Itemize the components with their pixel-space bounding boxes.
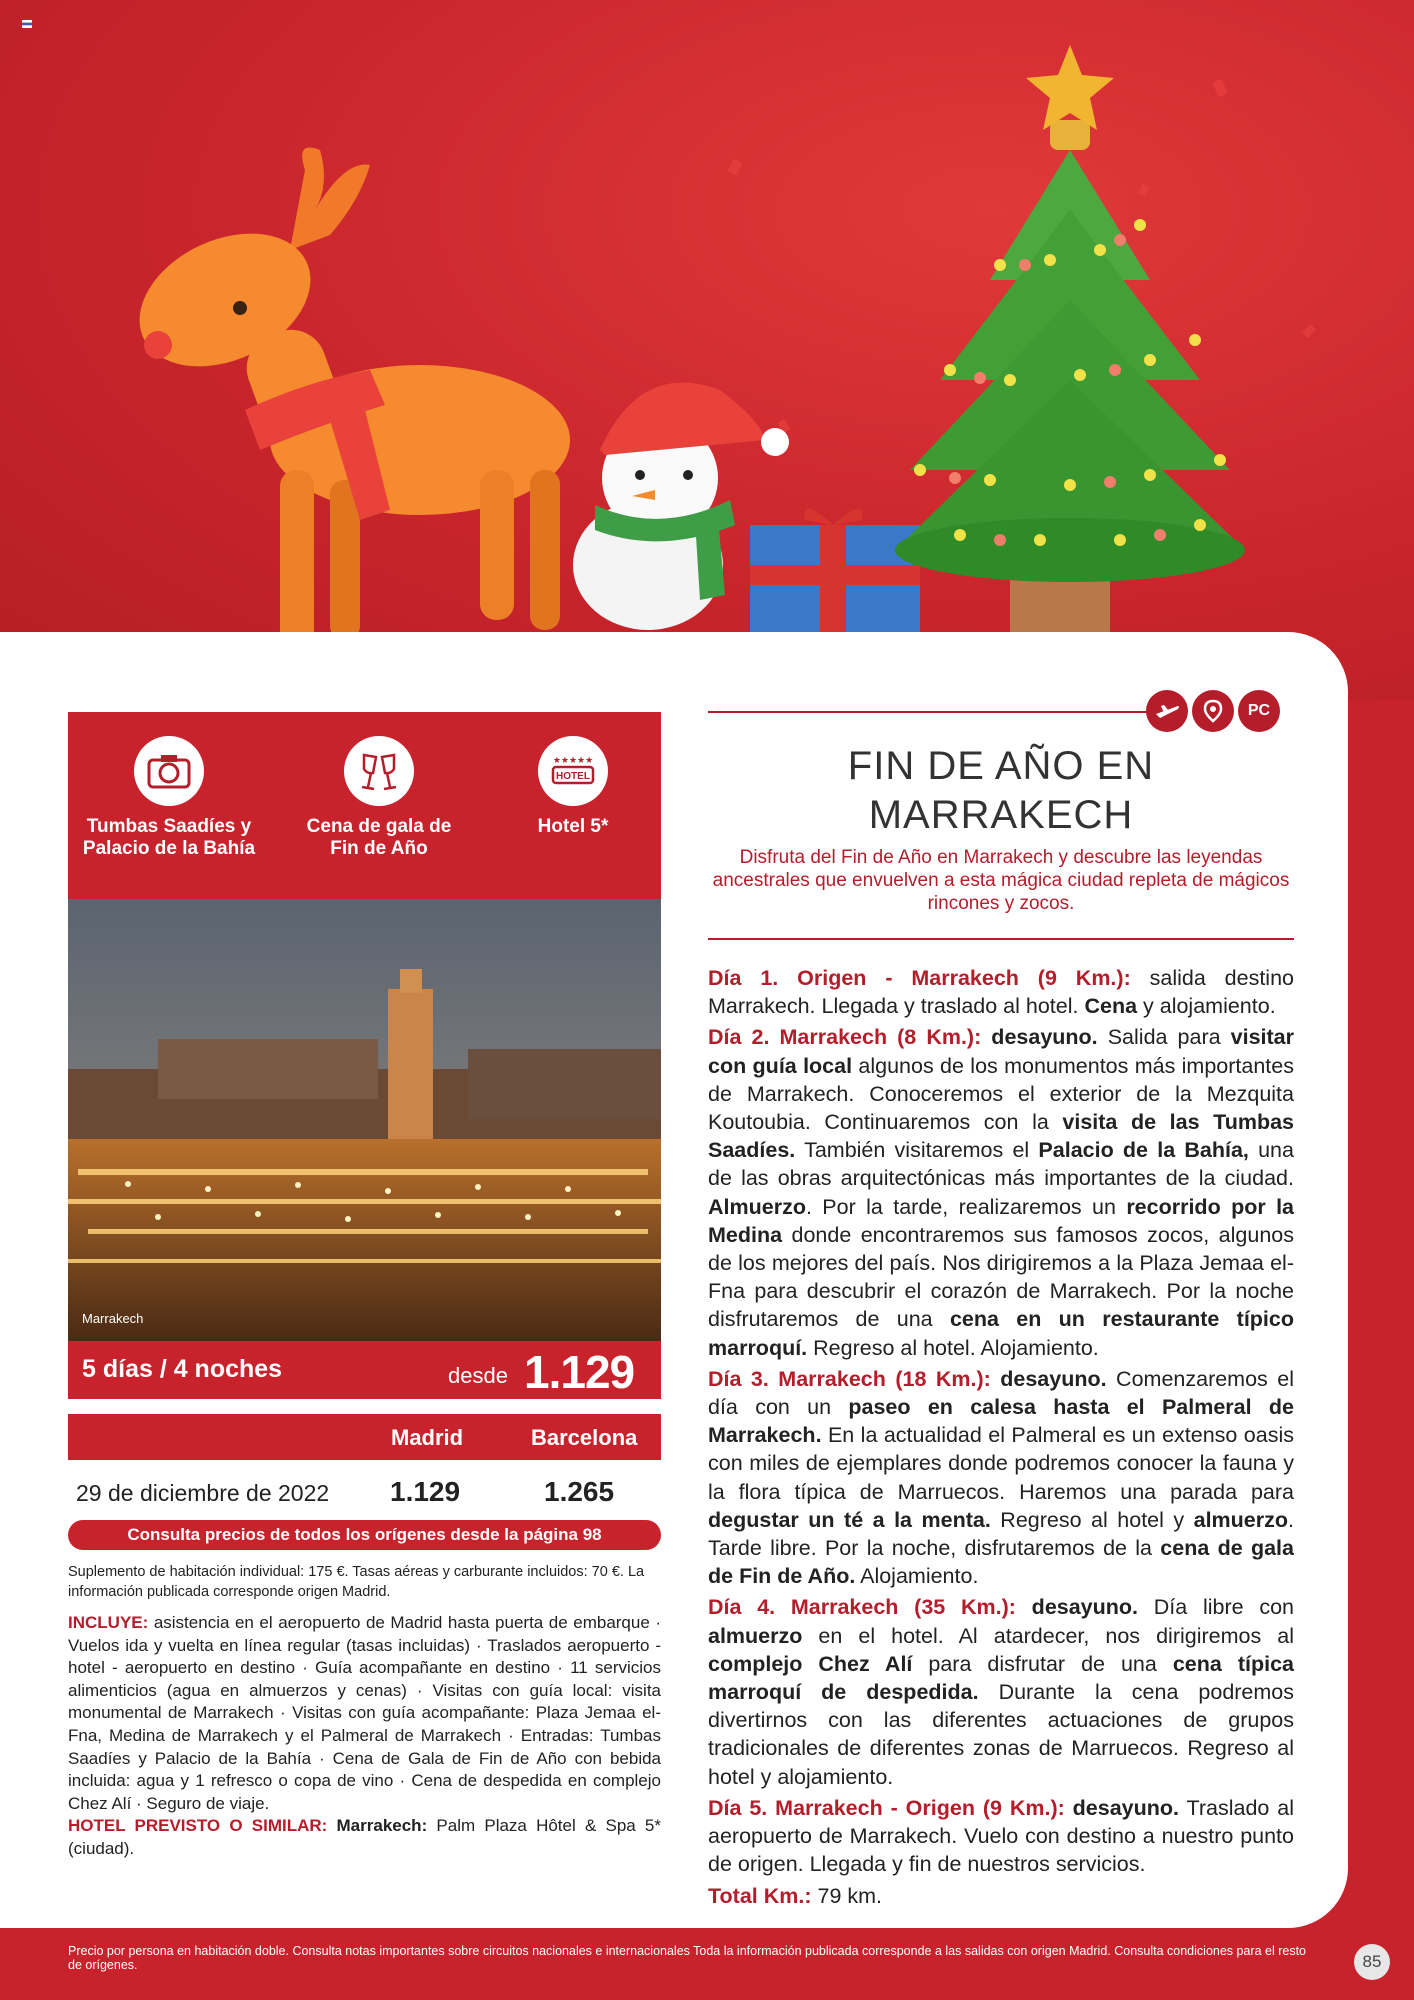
marrakech-photo	[68, 899, 661, 1341]
hotel-name: Palm Plaza Hôtel & Spa 5* (ciudad).	[68, 1816, 661, 1858]
footer-note: Precio por persona en habitación doble. Consulta notas importantes sobre circuitos nacionales e internacionales Toda la información publicada corresponde a las salidas con origen Madrid. Consulta condiciones para el resto de orígenes.	[68, 1944, 1307, 1972]
departure-date: 29 de diciembre de 2022	[76, 1480, 330, 1506]
includes-label: INCLUYE:	[68, 1613, 149, 1632]
christmas-tree-icon	[895, 45, 1245, 660]
itinerary-day-1: Día 1. Origen - Marrakech (9 Km.): salida destino Marrakech. Llegada y traslado al hotel. Cena y alojamiento.	[708, 966, 1294, 1019]
table-row	[68, 1470, 661, 1516]
location-pin-icon	[1192, 690, 1234, 732]
highlight-tombs	[74, 736, 264, 860]
highlight-label: Hotel 5*	[537, 816, 609, 837]
itinerary-day-4: Día 4. Marrakech (35 Km.): desayuno. Día libre con almuerzo en el hotel. Al atardecer, nos dirigiremos al complejo Chez Alí para disfrutar de una cena típica marroquí de despedida. Durante la cena podremos divertirnos con las diferentes actuaciones de grupos tradicionales de diferentes zonas de Marruecos. Regreso al hotel y alojamiento.	[708, 1595, 1295, 1789]
itinerary-day-5: Día 5. Marrakech - Origen (9 Km.): desayuno. Traslado al aeropuerto de Marrakech. Vuelo con destino a nuestro punto de origen. Llegada y fin de nuestros servicios.	[708, 1795, 1294, 1877]
includes-section: INCLUYE: asistencia en el aeropuerto de Madrid hasta puerta de embarque · Vuelos ida y vuelta en línea regular (tasas incluidas) · Traslados aeropuerto - hotel - aeropuerto en destino · Guía acompañante en destino · 11 servicios alimenticios (agua en almuerzos y cenas) · Visitas con guía local: visita monumental de Marrakech · Visitas con guía acompañante: Plaza Jemaa el-Fna, Medina de Marrakech y el Palmeral de Marrakech · Entradas: Tumbas Saadíes y Palacio de la Bahía · Cena de Gala de Fin de Año con bebida incluida: agua y 1 refresco o copa de vino · Cena de despedida en complejo Chez Alí · Seguro de viaje. HOTEL PREVISTO O SIMILAR: Marrakech: Palm Plaza Hôtel & Spa 5* (ciudad).	[68, 1613, 661, 1858]
supplement-note: Suplemento de habitación individual: 175 €. Tasas aéreas y carburante incluidos: 70 €. La información publicada corresponde origen Madrid.	[68, 1564, 645, 1600]
camera-icon	[134, 736, 204, 806]
column-header-madrid: Madrid	[391, 1425, 464, 1450]
trip-badges	[1146, 690, 1280, 732]
price-strip	[68, 1341, 661, 1399]
includes-text: asistencia en el aeropuerto de Madrid hasta puerta de embarque · Vuelos ida y vuelta en línea regular (tasas incluidas) · Traslados aeropuerto - hotel - aeropuerto en destino · Guía acompañante en destino · 11 servicios alimenticios (agua en almuerzos y cenas) · Visitas con guía local: visita monumental de Marrakech · Visitas con guía acompañante: Plaza Jemaa el-Fna, Medina de Marrakech y el Palmeral de Marrakech · Entradas: Tumbas Saadíes y Palacio de la Bahía · Cena de Gala de Fin de Año con bebida incluida: agua y 1 refresco o copa de vino · Cena de despedida en complejo Chez Alí · Seguro de viaje.	[68, 1613, 661, 1813]
champagne-toast-icon	[344, 736, 414, 806]
reindeer-icon	[118, 148, 570, 661]
divider	[708, 938, 1294, 940]
hotel-icon	[538, 736, 608, 806]
full-board-badge: PC	[1238, 690, 1280, 732]
price-madrid: 1.129	[390, 1476, 461, 1507]
title-line-2: MARRAKECH	[868, 793, 1134, 837]
highlight-hotel	[498, 736, 648, 838]
highlight-label: Cena de gala de Fin de Año	[306, 816, 452, 859]
price-table-header	[68, 1414, 661, 1460]
trip-duration: 5 días / 4 noches	[82, 1355, 283, 1383]
page-number: 85	[1354, 1944, 1390, 1980]
column-header-barcelona: Barcelona	[531, 1425, 638, 1450]
plane-icon	[1146, 690, 1188, 732]
consult-prices-banner: Consulta precios de todos los orígenes desde la página 98	[68, 1520, 661, 1550]
itinerary	[708, 964, 1294, 1913]
price-barcelona: 1.265	[544, 1476, 615, 1507]
price-from-value: 1.129	[524, 1346, 635, 1398]
svg-text:HOTEL: HOTEL	[556, 771, 590, 782]
title-line-1: FIN DE AÑO EN	[847, 744, 1155, 788]
hotel-label: HOTEL PREVISTO O SIMILAR	[68, 1816, 322, 1836]
highlight-label: Tumbas Saadíes y Palacio de la Bahía	[82, 816, 256, 859]
photo-caption: Marrakech	[82, 1311, 144, 1326]
hotel-city: Marrakech:	[336, 1816, 428, 1836]
page-title	[708, 742, 1294, 840]
divider	[708, 711, 1148, 713]
page-subtitle: Disfruta del Fin de Año en Marrakech y descubre las leyendas ancestrales que envuelven a esta mágica ciudad repleta de mágicos rincones y zocos.	[712, 847, 1290, 914]
christmas-decor-illustration	[0, 0, 1414, 700]
itinerary-total: Total Km.: 79 km.	[708, 1883, 883, 1908]
price-from-label: desde	[448, 1363, 508, 1388]
gift-icon	[750, 509, 920, 645]
itinerary-day-2: Día 2. Marrakech (8 Km.): desayuno. Salida para visitar con guía local algunos de los monumentos más importantes de Marrakech. Conoceremos el exterior de la Mezquita Koutoubia. Continuaremos con la visita de las Tumbas Saadíes. También visitaremos el Palacio de la Bahía, una de las obras arquitectónicas más importantes de la ciudad. Almuerzo. Por la tarde, realizaremos un recorrido por la Medina donde encontraremos sus famosos zocos, algunos de los mejores del país. Nos dirigiremos a la Plaza Jemaa el-Fna para descubrir el corazón de Marrakech. Por la noche disfrutaremos de una cena en un restaurante típico marroquí. Regreso al hotel. Alojamiento.	[708, 1025, 1294, 1360]
flag-icon	[22, 20, 32, 28]
highlight-gala-dinner	[304, 736, 454, 860]
svg-text:★★★★★: ★★★★★	[552, 756, 594, 766]
highlights-box	[68, 712, 661, 899]
itinerary-day-3: Día 3. Marrakech (18 Km.): desayuno. Comenzaremos el día con un paseo en calesa hasta el Palmeral de Marrakech. En la actualidad el Palmeral es un extenso oasis con miles de ejemplares donde podremos conocer la fauna y la flora típica de Marruecos. Haremos una parada para degustar un té a la menta. Regreso al hotel y almuerzo. Tarde libre. Por la noche, disfrutaremos de la cena de gala de Fin de Año. Alojamiento.	[708, 1366, 1294, 1589]
hero-illustration	[0, 0, 1414, 700]
